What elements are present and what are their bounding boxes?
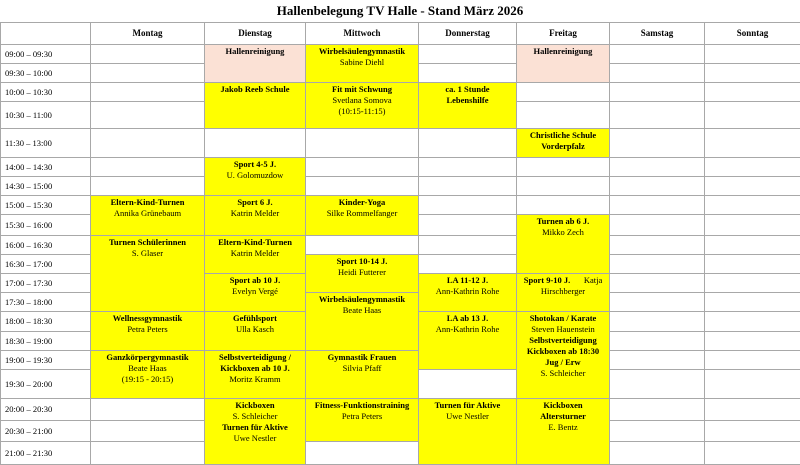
event-di-gefuehlsport — [204, 311, 306, 351]
day-header: Dienstag — [204, 22, 306, 45]
time-slot: 15:30 – 16:00 — [0, 214, 91, 236]
empty-slot — [704, 254, 800, 274]
day-header: Montag — [90, 22, 205, 45]
empty-slot — [516, 195, 610, 215]
time-slot: 16:00 – 16:30 — [0, 235, 91, 255]
empty-slot — [516, 157, 610, 177]
empty-slot — [418, 235, 517, 255]
time-slot: 11:30 – 13:00 — [0, 128, 91, 158]
empty-slot — [305, 235, 419, 255]
time-slot: 15:00 – 15:30 — [0, 195, 91, 215]
event-detail: Silke Rommelfanger — [326, 208, 398, 218]
empty-slot — [609, 176, 705, 196]
empty-slot — [609, 44, 705, 64]
event-mi-fitness — [305, 398, 419, 442]
event-di-jakob-reeb — [204, 82, 306, 129]
time-slot: 21:00 – 21:30 — [0, 441, 91, 465]
empty-slot — [90, 44, 205, 64]
empty-slot — [418, 157, 517, 177]
event-title: Kickboxen ab 10 J. — [220, 363, 290, 373]
day-header: Donnerstag — [418, 22, 517, 45]
empty-slot — [418, 195, 517, 215]
event-detail: U. Golomuzdow — [226, 170, 284, 180]
time-slot: 14:00 – 14:30 — [0, 157, 91, 177]
event-detail: Ulla Kasch — [235, 324, 274, 334]
event-mo-wellness — [90, 311, 205, 351]
empty-slot — [418, 44, 517, 64]
event-title: Altersturner — [540, 411, 586, 421]
empty-slot — [418, 176, 517, 196]
empty-slot — [704, 82, 800, 102]
event-title: Wirbelsäulengymnastik — [318, 46, 406, 56]
event-title: Gefühlsport — [233, 313, 277, 323]
empty-slot — [90, 441, 205, 465]
event-mi-fit-schwung — [305, 82, 419, 129]
time-slot: 16:30 – 17:00 — [0, 254, 91, 274]
event-detail: S. Schleicher — [232, 411, 278, 421]
header-corner — [0, 22, 91, 45]
empty-slot — [704, 420, 800, 442]
event-di-sport6 — [204, 195, 306, 236]
time-slot: 17:30 – 18:00 — [0, 292, 91, 312]
empty-slot — [704, 369, 800, 399]
page-title: Hallenbelegung TV Halle - Stand März 2026 — [276, 3, 524, 18]
empty-slot — [609, 292, 705, 312]
event-title: Fit mit Schwung — [332, 84, 392, 94]
empty-slot — [704, 398, 800, 421]
event-mo-eltern-kind — [90, 195, 205, 236]
empty-slot — [704, 214, 800, 236]
day-header: Sonntag — [704, 22, 800, 45]
empty-slot — [704, 128, 800, 158]
event-title: Wirbelsäulengymnastik — [318, 294, 406, 304]
event-fr-shotokan — [516, 311, 610, 399]
empty-slot — [609, 420, 705, 442]
event-mi-kinder-yoga — [305, 195, 419, 236]
empty-slot — [90, 63, 205, 83]
event-do-turnen-aktive — [418, 398, 517, 465]
event-title: Turnen ab 6 J. — [536, 216, 590, 226]
event-mi-wirbel-evening — [305, 292, 419, 351]
empty-slot — [704, 235, 800, 255]
event-detail: Ann-Kathrin Rohe — [435, 324, 500, 334]
event-title: Selbstverteidigung — [529, 335, 597, 345]
event-detail: Katrin Melder — [230, 248, 280, 258]
event-detail: Uwe Nestler — [446, 411, 489, 421]
event-title: Sport ab 10 J. — [229, 275, 281, 285]
event-detail: (10:15-11:15) — [338, 106, 386, 116]
time-slot: 09:30 – 10:00 — [0, 63, 91, 83]
event-do-lebenshilfe — [418, 82, 517, 129]
empty-slot — [609, 214, 705, 236]
event-fr-sport910 — [516, 273, 610, 312]
event-title: Kinder-Yoga — [338, 197, 386, 207]
event-detail: S. Schleicher — [540, 368, 586, 378]
event-detail: Petra Peters — [341, 411, 383, 421]
event-detail: E. Bentz — [548, 422, 578, 432]
empty-slot — [609, 273, 705, 293]
time-slot: 19:00 – 19:30 — [0, 350, 91, 370]
empty-slot — [704, 157, 800, 177]
event-detail: Silvia Pfaff — [342, 363, 382, 373]
event-di-kickboxen — [204, 398, 306, 465]
empty-slot — [704, 350, 800, 370]
event-detail: Svetlana Somova — [332, 95, 392, 105]
empty-slot — [90, 128, 205, 158]
empty-slot — [90, 101, 205, 129]
empty-slot — [516, 101, 610, 129]
event-title: Wellnessgymnastik — [112, 313, 183, 323]
empty-slot — [609, 235, 705, 255]
event-detail: Steven Hauenstein — [531, 324, 595, 334]
time-slot: 18:30 – 19:00 — [0, 331, 91, 351]
day-header: Mittwoch — [305, 22, 419, 45]
event-mi-wirbel-morning — [305, 44, 419, 83]
time-slot: 10:30 – 11:00 — [0, 101, 91, 129]
event-trainer: Hirschberger — [540, 286, 586, 296]
empty-slot — [609, 101, 705, 129]
event-di-hallenreinigung — [204, 44, 306, 83]
day-header: Freitag — [516, 22, 610, 45]
event-detail: S. Glaser — [131, 248, 164, 258]
day-header: Samstag — [609, 22, 705, 45]
empty-slot — [609, 63, 705, 83]
event-di-eltern-kind — [204, 235, 306, 274]
empty-slot — [704, 273, 800, 293]
empty-slot — [90, 82, 205, 102]
empty-slot — [704, 195, 800, 215]
event-title: Selbstverteidigung / — [218, 352, 292, 362]
empty-slot — [704, 44, 800, 64]
event-title: Sport 9-10 J. — [523, 275, 571, 285]
event-title: Turnen für Aktive — [222, 422, 288, 432]
event-trainer: Katja — [583, 275, 603, 285]
event-fr-kickboxen — [516, 398, 610, 465]
event-title: LA 11-12 J. — [446, 275, 489, 285]
event-mi-gym-frauen — [305, 350, 419, 399]
event-title: Vorderpfalz — [541, 141, 585, 151]
time-slot: 18:00 – 18:30 — [0, 311, 91, 332]
empty-slot — [609, 82, 705, 102]
event-detail: Evelyn Vergé — [232, 286, 278, 296]
event-title: Kickboxen ab 18:30 — [526, 346, 600, 356]
event-detail: Uwe Nestler — [233, 433, 277, 443]
empty-slot — [305, 441, 419, 465]
event-detail: Annika Grünebaum — [113, 208, 182, 218]
event-detail: (19:15 - 20:15) — [121, 374, 174, 384]
empty-slot — [305, 176, 419, 196]
empty-slot — [609, 441, 705, 465]
empty-slot — [704, 101, 800, 129]
time-slot: 20:00 – 20:30 — [0, 398, 91, 421]
event-title: Turnen für Aktive — [434, 400, 501, 410]
time-slot: 14:30 – 15:00 — [0, 176, 91, 196]
empty-slot — [418, 254, 517, 274]
event-detail: Petra Peters — [127, 324, 168, 334]
empty-slot — [609, 195, 705, 215]
event-title: Ganzkörpergymnastik — [106, 352, 189, 362]
time-slot: 20:30 – 21:00 — [0, 420, 91, 442]
time-slot: 19:30 – 20:00 — [0, 369, 91, 399]
empty-slot — [90, 420, 205, 442]
event-detail: Moritz Kramm — [229, 374, 281, 384]
event-title: Sport 6 J. — [237, 197, 273, 207]
empty-slot — [704, 311, 800, 332]
empty-slot — [609, 128, 705, 158]
empty-slot — [609, 369, 705, 399]
empty-slot — [609, 254, 705, 274]
empty-slot — [204, 128, 306, 158]
empty-slot — [418, 128, 517, 158]
event-title: Shotokan / Karate — [529, 313, 597, 323]
empty-slot — [609, 311, 705, 332]
event-title: Kickboxen — [235, 400, 275, 410]
event-detail: Beate Haas — [128, 363, 167, 373]
event-title: Eltern-Kind-Turnen — [218, 237, 292, 247]
event-detail: Heidi Futterer — [338, 267, 386, 277]
event-di-sport45 — [204, 157, 306, 196]
time-slot: 09:00 – 09:30 — [0, 44, 91, 64]
empty-slot — [90, 157, 205, 177]
event-title: Fitness-Funktionstraining — [314, 400, 410, 410]
event-do-la13 — [418, 311, 517, 370]
event-title: Jug / Erw — [545, 357, 581, 367]
empty-slot — [305, 128, 419, 158]
event-title: Sport 4-5 J. — [233, 159, 277, 169]
empty-slot — [418, 369, 517, 399]
event-title: Turnen Schülerinnen — [109, 237, 186, 247]
empty-slot — [704, 331, 800, 351]
event-title: Gymnastik Frauen — [327, 352, 397, 362]
empty-slot — [90, 398, 205, 421]
event-di-selbstverteidigung — [204, 350, 306, 399]
time-slot: 10:00 – 10:30 — [0, 82, 91, 102]
empty-slot — [704, 176, 800, 196]
empty-slot — [418, 214, 517, 236]
event-title: Hallenreinigung — [225, 46, 285, 56]
event-title: Jakob Reeb Schule — [220, 84, 290, 94]
empty-slot — [609, 157, 705, 177]
event-title: Sport 10-14 J. — [336, 256, 388, 266]
empty-slot — [609, 398, 705, 421]
time-slot: 17:00 – 17:30 — [0, 273, 91, 293]
empty-slot — [704, 441, 800, 465]
empty-slot — [90, 176, 205, 196]
event-detail: Sabine Diehl — [339, 57, 385, 67]
event-title: ca. 1 Stunde — [445, 84, 490, 94]
event-mi-sport1014 — [305, 254, 419, 293]
event-title: LA ab 13 J. — [446, 313, 489, 323]
event-mo-schuelerinnen — [90, 235, 205, 312]
empty-slot — [516, 176, 610, 196]
empty-slot — [305, 157, 419, 177]
event-detail: Ann-Kathrin Rohe — [435, 286, 500, 296]
event-title: Eltern-Kind-Turnen — [110, 197, 185, 207]
event-detail: Katrin Melder — [230, 208, 280, 218]
empty-slot — [609, 331, 705, 351]
event-title: Hallenreinigung — [533, 46, 593, 56]
event-fr-christliche — [516, 128, 610, 158]
empty-slot — [609, 350, 705, 370]
event-mo-ganzkoerper — [90, 350, 205, 399]
empty-slot — [704, 63, 800, 83]
event-title: Christliche Schule — [529, 130, 597, 140]
event-fr-turnen6 — [516, 214, 610, 274]
event-title: Kickboxen — [543, 400, 583, 410]
event-fr-hallenreinigung — [516, 44, 610, 83]
event-di-sport10 — [204, 273, 306, 312]
empty-slot — [418, 63, 517, 83]
event-detail: Beate Haas — [342, 305, 382, 315]
event-title: Lebenshilfe — [446, 95, 489, 105]
event-do-la1112 — [418, 273, 517, 312]
empty-slot — [516, 82, 610, 102]
event-detail: Mikko Zech — [542, 227, 584, 237]
empty-slot — [704, 292, 800, 312]
